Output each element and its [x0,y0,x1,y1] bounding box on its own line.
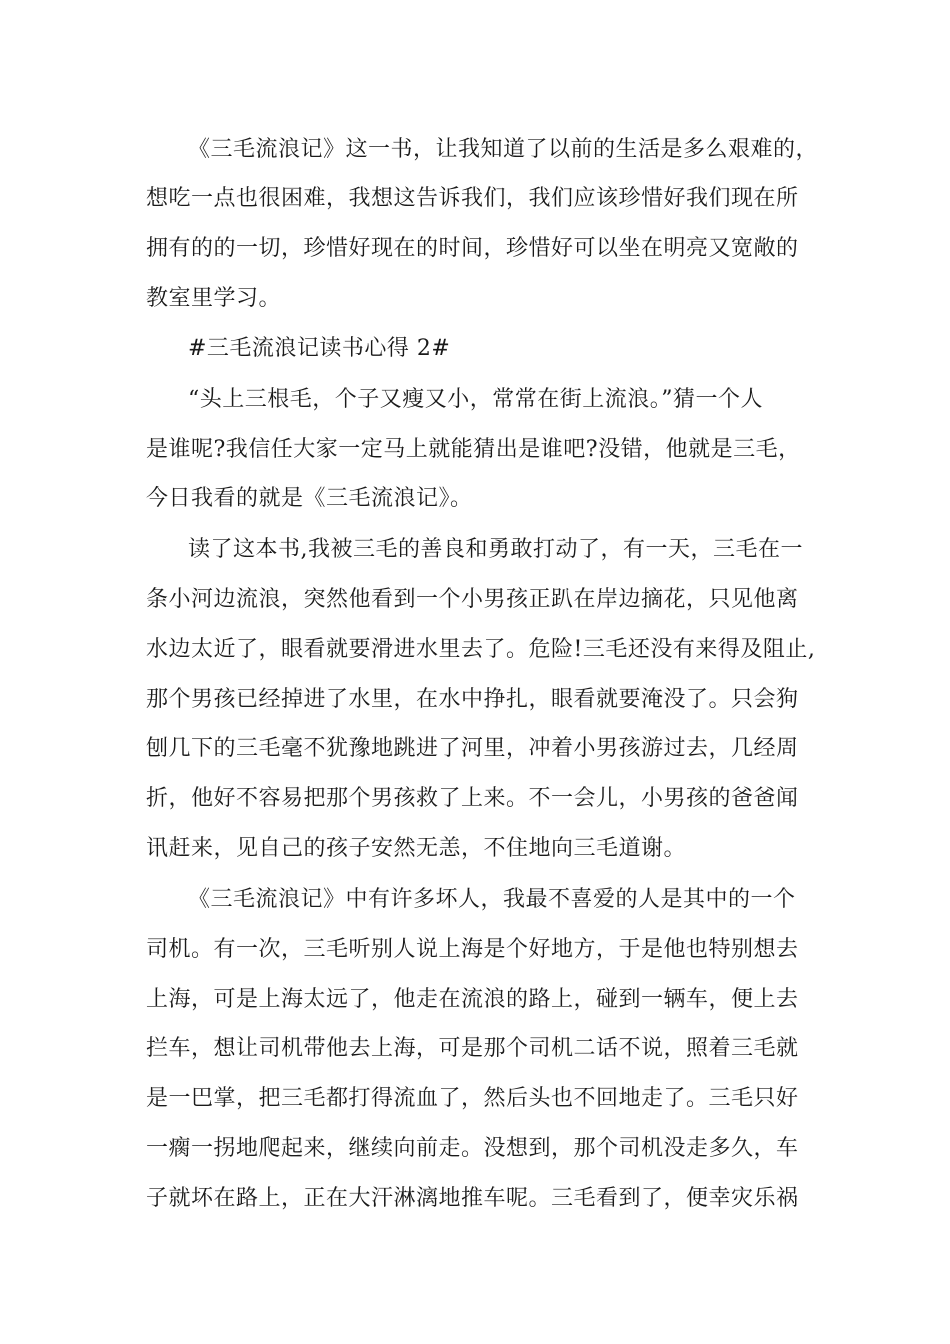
text-line: 想吃一点也很困难，我想这告诉我们，我们应该珍惜好我们现在所 [146,186,799,211]
text-line: 一瘸一拐地爬起来，继续向前走。没想到，那个司机没走多久，车 [146,1136,799,1161]
text-line: 讯赶来，见自己的孩子安然无恙，不住地向三毛道谢。 [146,836,687,861]
text-line: 子就坏在路上，正在大汗淋漓地推车呢。三毛看到了，便幸灾乐祸 [146,1186,799,1211]
text-line: 拥有的的一切，珍惜好现在的时间，珍惜好可以坐在明亮又宽敞的 [146,236,799,261]
text-line: “头上三根毛，个子又瘦又小，常常在街上流浪。”猜一个人 [188,387,763,412]
text-line: 读了这本书,我被三毛的善良和勇敢打动了，有一天，三毛在一 [188,537,803,562]
text-line: 折，他好不容易把那个男孩救了上来。不一会儿，小男孩的爸爸闻 [146,786,799,811]
text-line: 拦车，想让司机带他去上海，可是那个司机二话不说，照着三毛就 [146,1036,799,1061]
text-line: 刨几下的三毛毫不犹豫地跳进了河里，冲着小男孩游过去，几经周 [146,736,799,761]
text-line: 今日我看的就是《三毛流浪记》。 [146,486,473,511]
text-line: 水边太近了，眼看就要滑进水里去了。危险!三毛还没有来得及阻止, [146,637,816,662]
text-line: 《三毛流浪记》中有许多坏人，我最不喜爱的人是其中的一个 [188,887,796,912]
text-line: 《三毛流浪记》这一书，让我知道了以前的生活是多么艰难的， [188,137,819,162]
text-line: 上海，可是上海太远了，他走在流浪的路上，碰到一辆车，便上去 [146,987,799,1012]
section-heading: #三毛流浪记读书心得 2# [188,336,451,361]
text-line: 那个男孩已经掉进了水里，在水中挣扎，眼看就要淹没了。只会狗 [146,687,799,712]
text-line: 条小河边流浪，突然他看到一个小男孩正趴在岸边摘花，只见他离 [146,587,799,612]
text-line: 是谁呢?我信任大家一定马上就能猜出是谁吧?没错，他就是三毛， [146,437,801,462]
text-line: 教室里学习。 [146,286,282,311]
text-line: 司机。有一次，三毛听别人说上海是个好地方，于是他也特别想去 [146,937,799,962]
text-line: 是一巴掌，把三毛都打得流血了，然后头也不回地走了。三毛只好 [146,1086,799,1111]
